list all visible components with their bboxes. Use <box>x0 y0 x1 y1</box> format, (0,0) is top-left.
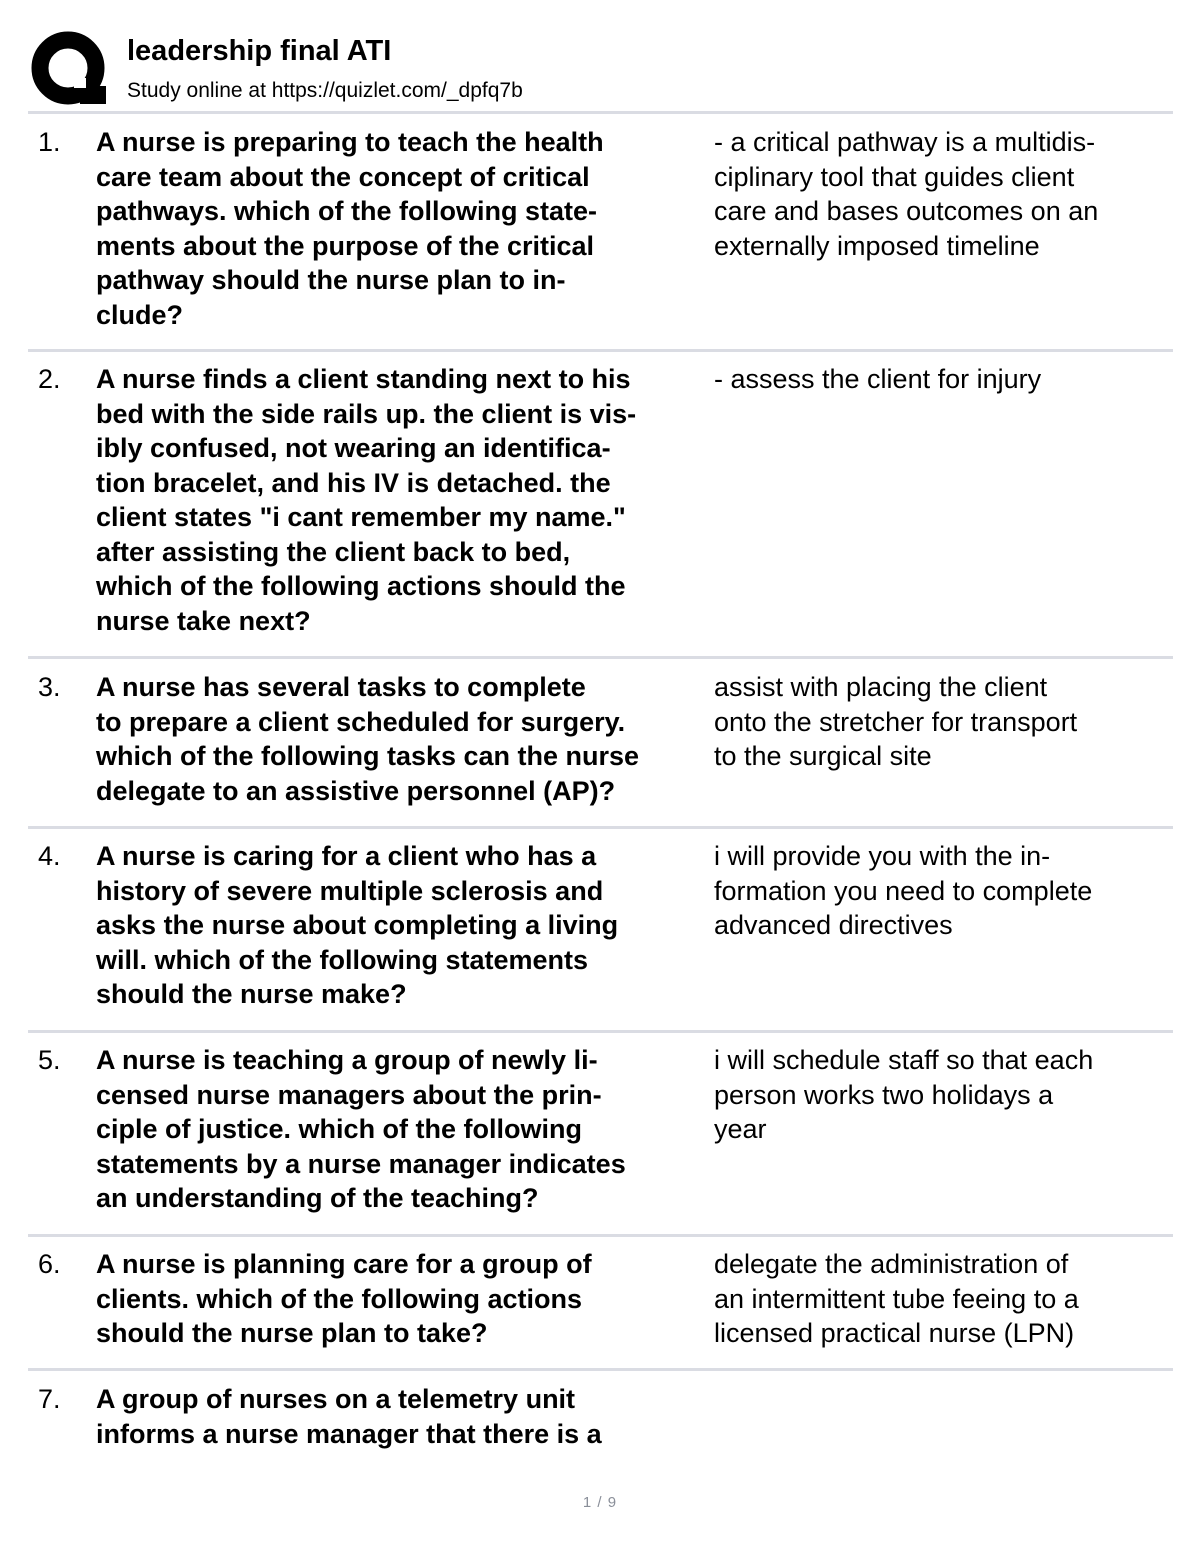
divider <box>28 111 1173 114</box>
divider <box>28 656 1173 659</box>
card-definition: assist with placing the client onto the stretcher for transport to the surgical site <box>714 672 1078 771</box>
card-number: 4. <box>38 841 61 871</box>
card-definition: i will provide you with the in- formation you need to complete advanced directives <box>714 841 1093 940</box>
divider <box>28 1030 1173 1033</box>
card-number: 2. <box>38 364 61 394</box>
page-number: 1 / 9 <box>582 1494 618 1511</box>
study-link-text: Study online at https://quizlet.com/_dpfq7b <box>127 79 523 102</box>
card-definition: i will schedule staff so that each person works two holidays a year <box>714 1045 1094 1144</box>
card-number: 3. <box>38 672 61 702</box>
divider <box>28 1234 1173 1237</box>
card-term: A nurse is preparing to teach the health care team about the concept of critical pathways. which of the following state- ments about the purpose of the critical pathway should the nurse plan to in- clude? <box>96 127 604 330</box>
card-definition: delegate the administration of an intermittent tube feeing to a licensed practical nurse (LPN) <box>714 1249 1079 1348</box>
card-term: A nurse is teaching a group of newly li- censed nurse managers about the prin- ciple of justice. which of the following statements by a nurse manager indicates an understanding of the teaching? <box>96 1045 626 1213</box>
card-term: A group of nurses on a telemetry unit informs a nurse manager that there is a <box>96 1384 602 1449</box>
card-term: A nurse finds a client standing next to his bed with the side rails up. the client is vis- ibly confused, not wearing an identifica- tion bracelet, and his IV is detached. the client states "i cant remember my name." after assisting the client back to bed, which of the following actions should the nurse take next? <box>96 364 637 636</box>
divider <box>28 826 1173 829</box>
divider <box>28 1368 1173 1371</box>
quizlet-q-logo-icon <box>30 30 110 110</box>
card-definition: - assess the client for injury <box>714 364 1042 394</box>
card-term: A nurse is caring for a client who has a history of severe multiple sclerosis and asks the nurse about completing a living will. which of the following statements should the nurse make? <box>96 841 619 1009</box>
card-term: A nurse has several tasks to complete to prepare a client scheduled for surgery. which of the following tasks can the nurse delegate to an assistive personnel (AP)? <box>96 672 640 806</box>
card-number: 6. <box>38 1249 61 1279</box>
page-title: leadership final ATI <box>127 35 392 67</box>
card-definition: - a critical pathway is a multidis- ciplinary tool that guides client care and bases outcomes on an externally imposed timeline <box>714 127 1099 261</box>
page-header <box>30 28 1175 108</box>
card-number: 7. <box>38 1384 61 1414</box>
card-term: A nurse is planning care for a group of clients. which of the following actions should the nurse plan to take? <box>96 1249 592 1348</box>
card-number: 1. <box>38 127 61 157</box>
divider <box>28 349 1173 352</box>
card-number: 5. <box>38 1045 61 1075</box>
